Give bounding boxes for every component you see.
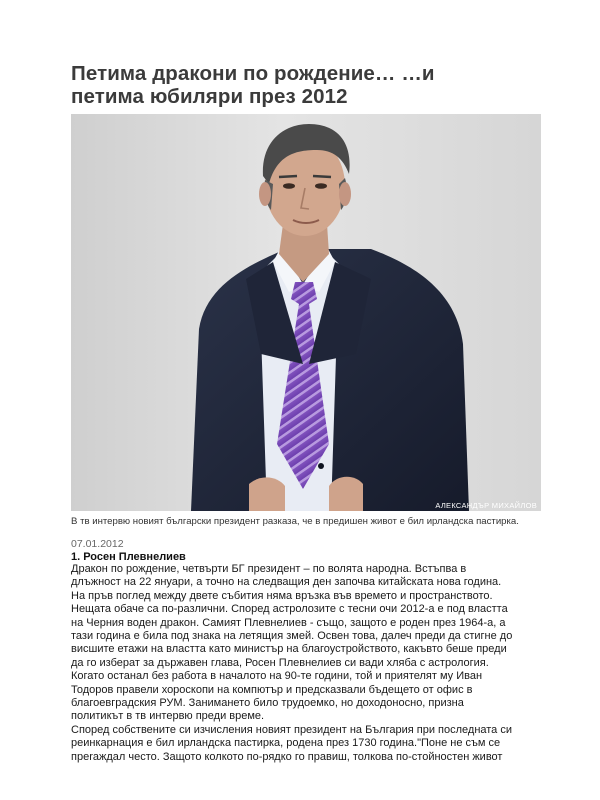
body-line: преraждал често. Защото колкото по-рядко го правиш, толкова по-стойностен живот [71,750,503,763]
article-body [71,563,541,764]
body-line: Дракон по рождение, четвърти БГ президент – по волята народна. Встъпва в [71,563,467,575]
photo-caption: В тв интервю новият български президент разказа, че в предишен живот е бил ирландска пастирка. [71,516,519,527]
body-line: Нещата обаче са по-различни. Според астролозите с тесни очи 2012-а е под властта [71,603,508,616]
body-line: висшите етажи на властта като министър на благоустройството, какъвто беше преди [71,643,507,656]
body-line: Тодоров правели хороскопи на компютър и предсказвали бъдещето от офис в [71,683,473,696]
body-line: политикът в тв интервю преди време. [71,710,265,723]
article-title [71,62,541,108]
article-title-line-1: Петима дракони по рождение… …и [71,62,435,85]
photo-credit: АЛЕКСАНДЪР МИХАЙЛОВ [435,501,537,510]
body-line: тази година е била под знака на летящия змей. Освен това, далеч преди да стигне до [71,630,513,643]
body-line: Според собствените си изчисления новият президент на България при последната си [71,723,512,736]
body-line: длъжност на 22 януари, а точно на следващия ден започва китайската нова година. [71,576,502,589]
section-heading: 1. Росен Плевнелиев [71,551,186,563]
body-line: Когато останал без работа в началото на 90-те години, той и приятелят му Иван [71,670,483,683]
article-title-line-2: петима юбиляри през 2012 [71,85,348,108]
body-line: да го изберат за държавен глава, Росен Плевнелиев си вади хляба с астрология. [71,656,489,669]
portrait-photo-illustration [71,114,541,511]
body-line: реинкарнация е бил ирландска пастирка, родена през 1730 година."Поне не съм се [71,737,501,750]
body-line: На пръв поглед между двете събития няма връзка във времето и пространството. [71,589,493,602]
article [71,62,541,764]
body-line: на Черния воден дракон. Самият Плевнелиев - също, защото е роден през 1964-а, а [71,616,506,629]
article-photo [71,114,541,511]
body-line: благоевградския РУМ. Занимането било трудоемко, но доходоносно, призна [71,697,464,710]
publish-date: 07.01.2012 [71,538,124,550]
